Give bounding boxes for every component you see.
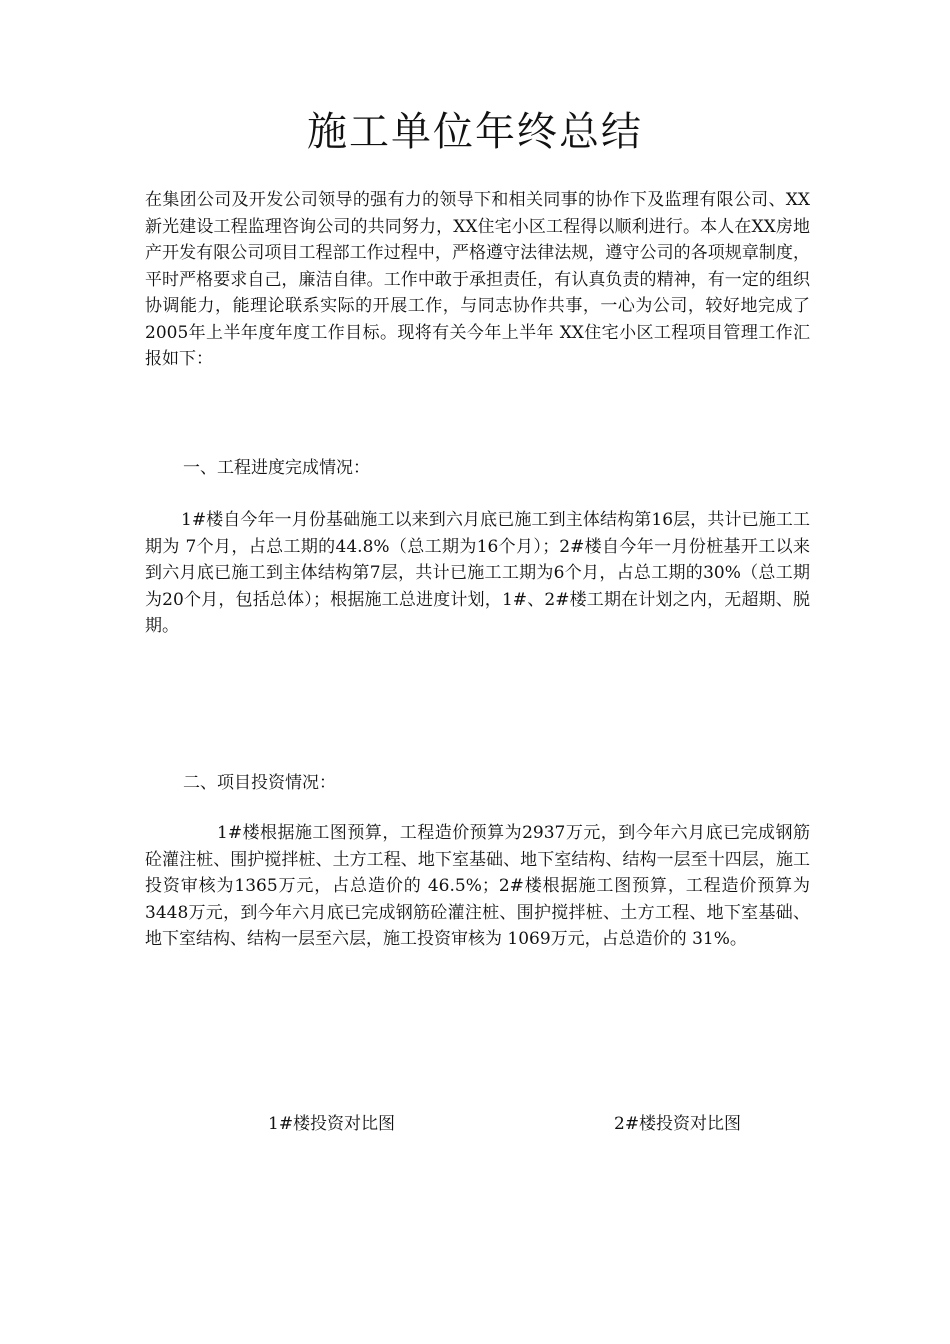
section1-body: 1#楼自今年一月份基础施工以来到六月底已施工到主体结构第16层，共计已施工工期为 7个月，占总工期的44.8%（总工期为16个月）；2#楼自今年一月份桩基开工以来到六月底已施工到主体结构第7层，共计已施工工期为6个月，占总工期的30%（总工期为20个月，包括总体）；根据施工总进度计划，1#、2#楼工期在计划之内，无超期、脱期。 [145, 510, 810, 636]
chart-caption-building2: 2#楼投资对比图 [614, 1114, 742, 1134]
document-title: 施工单位年终总结 [307, 109, 643, 155]
chart-caption-building1: 1#楼投资对比图 [268, 1114, 396, 1134]
section2-body: 1#楼根据施工图预算，工程造价预算为2937万元，到今年六月底已完成钢筋砼灌注桩、围护搅拌桩、土方工程、地下室基础、地下室结构、结构一层至十四层，施工投资审核为1365万元，占总造价的 46.5%；2#楼根据施工图预算，工程造价预算为3448万元，到今年六月底已完成钢筋砼灌注桩、围护搅拌桩、土方工程、地下室基础、地下室结构、结构一层至六层，施工投资审核为 1069万元，占总造价的 31%。 [145, 823, 810, 949]
section2-heading: 二、项目投资情况： [183, 773, 336, 793]
intro-paragraph: 在集团公司及开发公司领导的强有力的领导下和相关同事的协作下及监理有限公司、XX新光建设工程监理咨询公司的共同努力，XX住宅小区工程得以顺利进行。本人在XX房地产开发有限公司项目工程部工作过程中，严格遵守法律法规，遵守公司的各项规章制度，平时严格要求自己，廉洁自律。工作中敢于承担责任，有认真负责的精神，有一定的组织协调能力，能理论联系实际的开展工作，与同志协作共事，一心为公司，较好地完成了 2005年上半年度年度工作目标。现将有关今年上半年 XX住宅小区工程项目管理工作汇报如下： [145, 190, 810, 369]
section1-heading: 一、工程进度完成情况： [183, 458, 370, 478]
